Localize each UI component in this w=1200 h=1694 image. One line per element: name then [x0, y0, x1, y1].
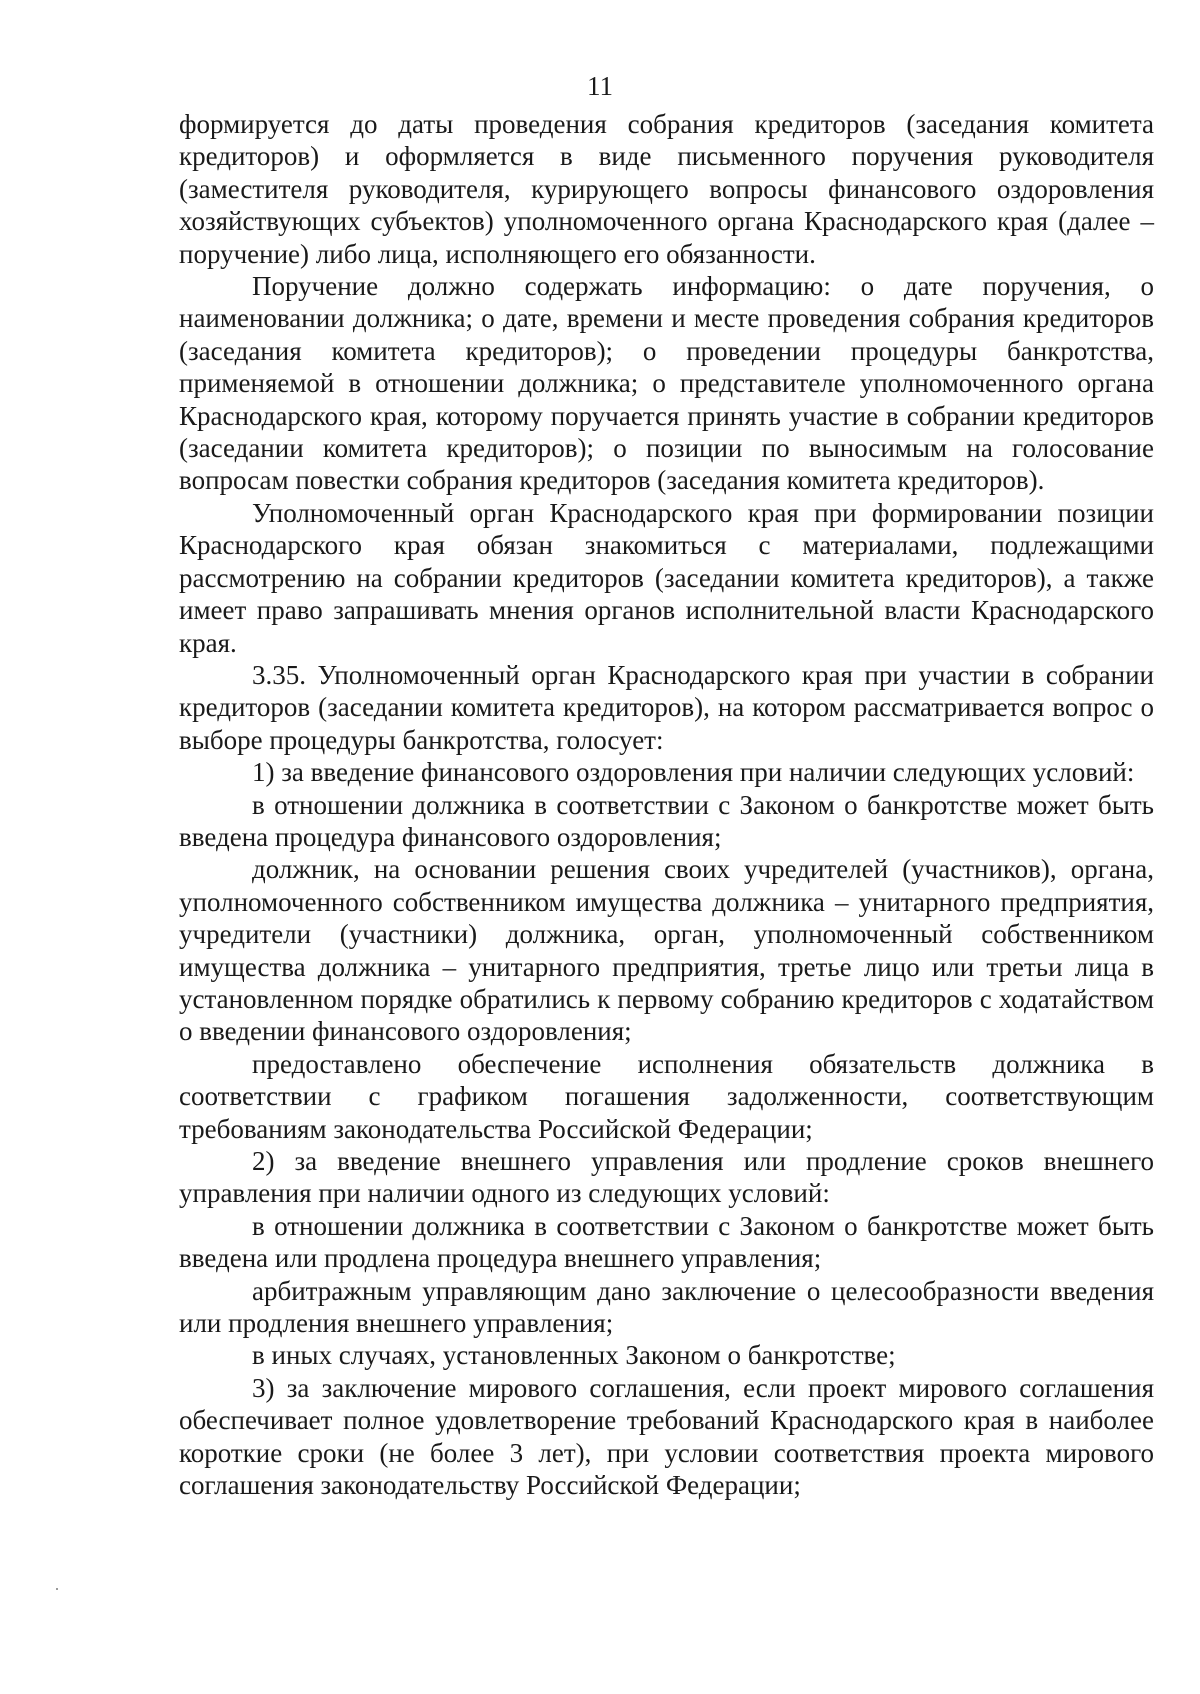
- document-body: [179, 108, 1154, 1501]
- condition-external-management-allowed: в отношении должника в соответствии с Законом о банкротстве может быть введена или продлена процедура внешнего управления;: [179, 1210, 1154, 1274]
- page-number: 11: [587, 71, 613, 101]
- list-item-1-financial-recovery: 1) за введение финансового оздоровления при наличии следующих условий:: [252, 757, 1135, 788]
- condition-other-cases: в иных случаях, установленных Законом о банкротстве;: [252, 1340, 896, 1371]
- scan-speck: [56, 1588, 58, 1590]
- paragraph-continuation: формируется до даты проведения собрания кредиторов (заседания комитета кредиторов) и оформляется в виде письменного поручения руководителя (заместителя руководителя, курирующего вопросы финансового оздоровления хозяйствующих субъектов) уполномоченного органа Краснодарского края (далее – поручение) либо лица, исполняющего его обязанности.: [179, 109, 1154, 269]
- condition-recovery-allowed: в отношении должника в соответствии с Законом о банкротстве может быть введена процедура финансового оздоровления;: [179, 789, 1154, 852]
- condition-security-provided: предоставлено обеспечение исполнения обязательств должника в соответствии с графиком погашения задолженности, соответствующим требованиям законодательства Российской Федерации;: [179, 1048, 1154, 1144]
- paragraph-assignment-content: Поручение должно содержать информацию: о дате поручения, о наименовании должника; о дате, времени и месте проведения собрания кредиторов (заседания комитета кредиторов); о проведении процедуры банкротства, применяемой в отношении должника; о представителе уполномоченного органа Краснодарского края, которому поручается принять участие в собрании кредиторов (заседании комитета кредиторов); о позиции по выносимым на голосование вопросам повестки собрания кредиторов (заседания комитета кредиторов).: [179, 271, 1154, 496]
- paragraph-clause-3-35: 3.35. Уполномоченный орган Краснодарского края при участии в собрании кредиторов (заседании комитета кредиторов), на котором рассматривается вопрос о выборе процедуры банкротства, голосует:: [179, 659, 1154, 755]
- list-item-3-settlement-agreement: 3) за заключение мирового соглашения, если проект мирового соглашения обеспечивает полное удовлетворение требований Краснодарского края в наиболее короткие сроки (не более 3 лет), при условии соответствия проекта мирового соглашения законодательству Российской Федерации;: [179, 1372, 1154, 1501]
- paragraph-position-forming: Уполномоченный орган Краснодарского края при формировании позиции Краснодарского края обязан знакомиться с материалами, подлежащими рассмотрению на собрании кредиторов (заседании комитета кредиторов), а также имеет право запрашивать мнения органов исполнительной власти Краснодарского края.: [179, 497, 1154, 658]
- condition-petition-filed: должник, на основании решения своих учредителей (участников), органа, уполномоченного собственником имущества должника – унитарного предприятия, учредители (участники) должника, орган, уполномоченный собственником имущества должника – унитарного предприятия, третье лицо или третьи лица в установленном порядке обратились к первому собранию кредиторов с ходатайством о введении финансового оздоровления;: [179, 854, 1154, 1047]
- condition-manager-conclusion: арбитражным управляющим дано заключение о целесообразности введения или продления внешнего управления;: [179, 1275, 1154, 1339]
- list-item-2-external-management: 2) за введение внешнего управления или продление сроков внешнего управления при наличии одного из следующих условий:: [179, 1146, 1154, 1209]
